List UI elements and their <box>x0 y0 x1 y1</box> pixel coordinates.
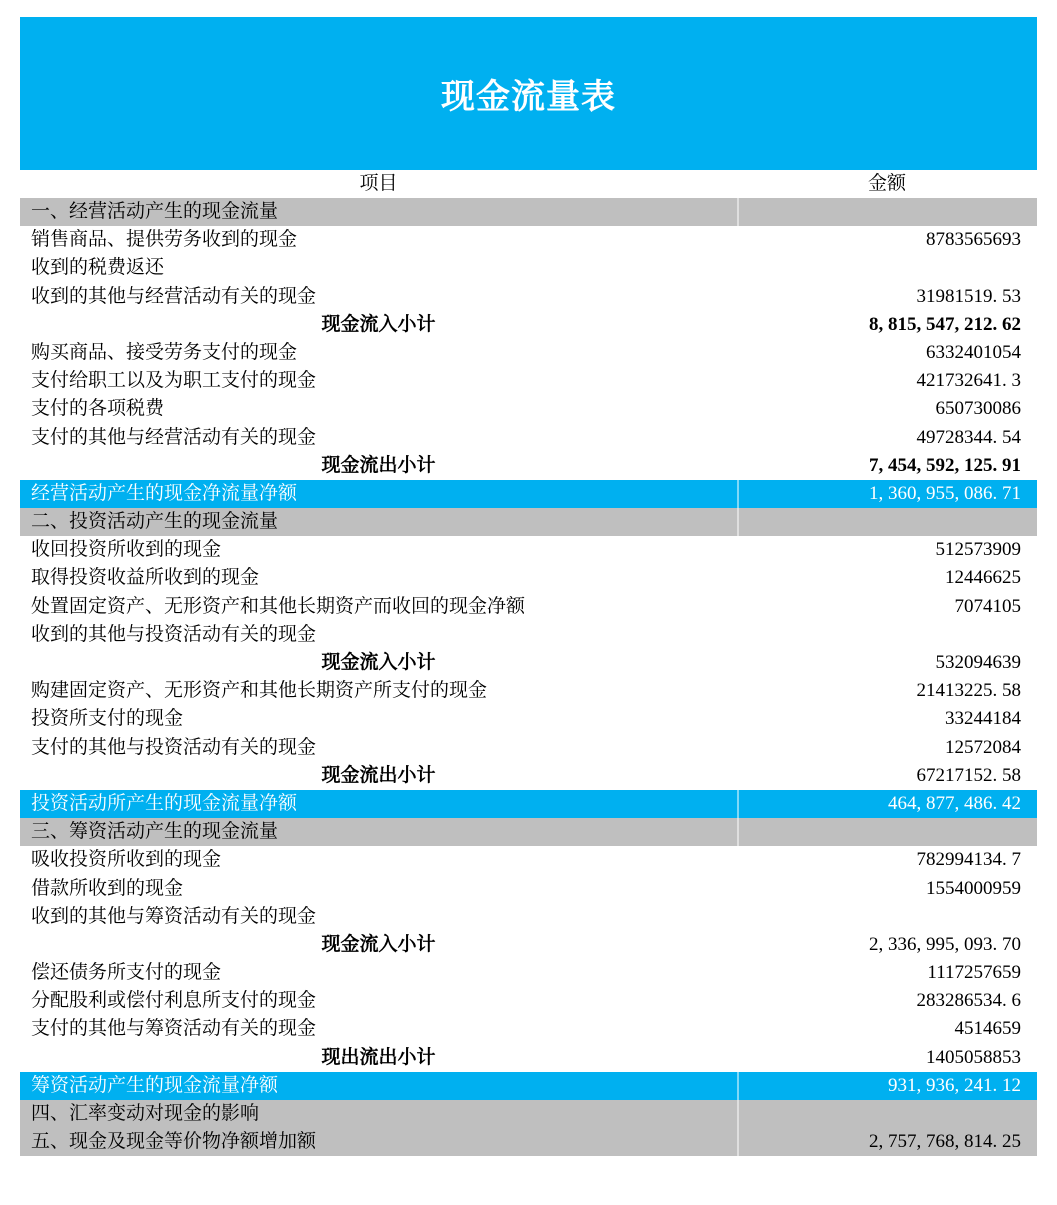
row-value <box>737 508 1037 536</box>
row-value: 33244184 <box>945 708 1021 730</box>
row-value: 49728344. 54 <box>916 426 1021 448</box>
row-value: 650730086 <box>935 398 1021 420</box>
row-label: 支付的各项税费 <box>31 398 165 420</box>
row-value: 31981519. 53 <box>916 285 1021 307</box>
table-row-subtotal <box>20 1044 1037 1072</box>
row-value: 8, 815, 547, 212. 62 <box>869 313 1021 335</box>
row-value: 1117257659 <box>927 962 1021 984</box>
row-label: 分配股利或偿付利息所支付的现金 <box>31 990 317 1012</box>
row-label: 销售商品、提供劳务收到的现金 <box>31 229 298 251</box>
row-label: 处置固定资产、无形资产和其他长期资产而收回的现金净额 <box>31 595 526 617</box>
row-label: 筹资活动产生的现金流量净额 <box>31 1074 279 1096</box>
table-row-item <box>20 593 1037 621</box>
row-label: 借款所收到的现金 <box>31 877 184 899</box>
row-label: 偿还债务所支付的现金 <box>31 962 222 984</box>
row-label: 取得投资收益所收到的现金 <box>31 567 260 589</box>
table-row-item <box>20 564 1037 592</box>
table-row-item <box>20 536 1037 564</box>
row-value: 782994134. 7 <box>916 849 1021 871</box>
table-row-subtotal <box>20 452 1037 480</box>
table-row-section <box>20 818 1037 846</box>
column-header-amount: 金额 <box>867 173 906 194</box>
table-row-item <box>20 959 1037 987</box>
row-label: 支付的其他与投资活动有关的现金 <box>31 736 317 758</box>
row-label: 现出流出小计 <box>321 1046 436 1068</box>
table-row-net <box>20 790 1037 818</box>
row-value <box>737 818 1037 846</box>
table-row-subtotal <box>20 762 1037 790</box>
table-row-net <box>20 1072 1037 1100</box>
table-row-item <box>20 367 1037 395</box>
row-value: 931, 936, 241. 12 <box>737 1072 1037 1100</box>
column-header-item: 项目 <box>359 173 398 194</box>
row-label: 现金流入小计 <box>321 933 436 955</box>
row-label: 二、投资活动产生的现金流量 <box>31 511 279 533</box>
row-value <box>737 198 1037 226</box>
row-value: 421732641. 3 <box>916 370 1021 392</box>
row-value: 7074105 <box>954 595 1021 617</box>
table-row-item <box>20 395 1037 423</box>
page-title: 现金流量表 <box>441 79 616 116</box>
row-label: 吸收投资所收到的现金 <box>31 849 222 871</box>
row-value: 283286534. 6 <box>916 990 1021 1012</box>
row-value <box>737 903 1037 931</box>
table-row-item <box>20 1015 1037 1043</box>
row-value: 512573909 <box>935 539 1021 561</box>
row-value: 464, 877, 486. 42 <box>737 790 1037 818</box>
row-value: 2, 336, 995, 093. 70 <box>869 933 1021 955</box>
row-label: 收到的其他与投资活动有关的现金 <box>31 623 317 645</box>
row-value: 8783565693 <box>926 229 1021 251</box>
row-value: 1554000959 <box>926 877 1021 899</box>
table-row-item <box>20 875 1037 903</box>
table-row-section <box>20 1100 1037 1128</box>
table-row-net <box>20 480 1037 508</box>
table-row-item <box>20 846 1037 874</box>
table-row-item <box>20 424 1037 452</box>
title-banner <box>20 17 1037 170</box>
row-label: 三、筹资活动产生的现金流量 <box>31 821 279 843</box>
row-label: 投资活动所产生的现金流量净额 <box>31 792 298 814</box>
table-row-item <box>20 226 1037 254</box>
table-row-subtotal <box>20 649 1037 677</box>
row-value <box>737 621 1037 649</box>
row-value <box>737 1100 1037 1128</box>
table-row-subtotal <box>20 311 1037 339</box>
row-label: 现金流入小计 <box>321 652 436 673</box>
row-label: 支付的其他与经营活动有关的现金 <box>31 426 317 448</box>
table-row-item <box>20 283 1037 311</box>
table-row-item <box>20 705 1037 733</box>
row-label: 购买商品、接受劳务支付的现金 <box>31 341 298 363</box>
row-value: 6332401054 <box>926 341 1021 363</box>
table-row-item <box>20 339 1037 367</box>
table-row-section <box>20 508 1037 536</box>
cash-flow-table <box>20 17 1037 1156</box>
row-value: 532094639 <box>935 652 1021 673</box>
row-label: 投资所支付的现金 <box>31 708 184 730</box>
row-label: 支付的其他与筹资活动有关的现金 <box>31 1018 317 1040</box>
row-label: 现金流出小计 <box>321 454 436 476</box>
row-value <box>737 254 1037 282</box>
row-label: 现金流入小计 <box>321 313 436 335</box>
table-row-section <box>20 198 1037 226</box>
row-label: 四、汇率变动对现金的影响 <box>31 1103 260 1124</box>
row-value: 2, 757, 768, 814. 25 <box>737 1128 1037 1156</box>
table-row-item <box>20 677 1037 705</box>
table-row-item <box>20 621 1037 649</box>
row-label: 收回投资所收到的现金 <box>31 539 222 561</box>
row-value: 1405058853 <box>926 1046 1021 1068</box>
table-body <box>20 198 1037 1156</box>
table-row-subtotal <box>20 931 1037 959</box>
table-header-row <box>20 170 1037 198</box>
row-value: 12572084 <box>945 736 1021 758</box>
row-label: 一、经营活动产生的现金流量 <box>31 201 279 222</box>
table-row-item <box>20 987 1037 1015</box>
row-label: 经营活动产生的现金净流量净额 <box>31 482 298 504</box>
row-label: 收到的其他与经营活动有关的现金 <box>31 285 317 307</box>
row-value: 1, 360, 955, 086. 71 <box>737 480 1037 508</box>
row-label: 现金流出小计 <box>321 764 436 786</box>
row-label: 收到的其他与筹资活动有关的现金 <box>31 905 317 927</box>
table-row-item <box>20 254 1037 282</box>
row-value: 12446625 <box>945 567 1021 589</box>
row-label: 支付给职工以及为职工支付的现金 <box>31 370 317 392</box>
row-label: 收到的税费返还 <box>31 257 165 279</box>
row-label: 五、现金及现金等价物净额增加额 <box>31 1131 317 1153</box>
row-value: 4514659 <box>954 1018 1021 1040</box>
table-row-item <box>20 734 1037 762</box>
row-value: 21413225. 58 <box>916 680 1021 702</box>
row-value: 7, 454, 592, 125. 91 <box>869 454 1021 476</box>
row-value: 67217152. 58 <box>916 764 1021 786</box>
row-label: 购建固定资产、无形资产和其他长期资产所支付的现金 <box>31 680 488 702</box>
table-row-section <box>20 1128 1037 1156</box>
table-row-item <box>20 903 1037 931</box>
